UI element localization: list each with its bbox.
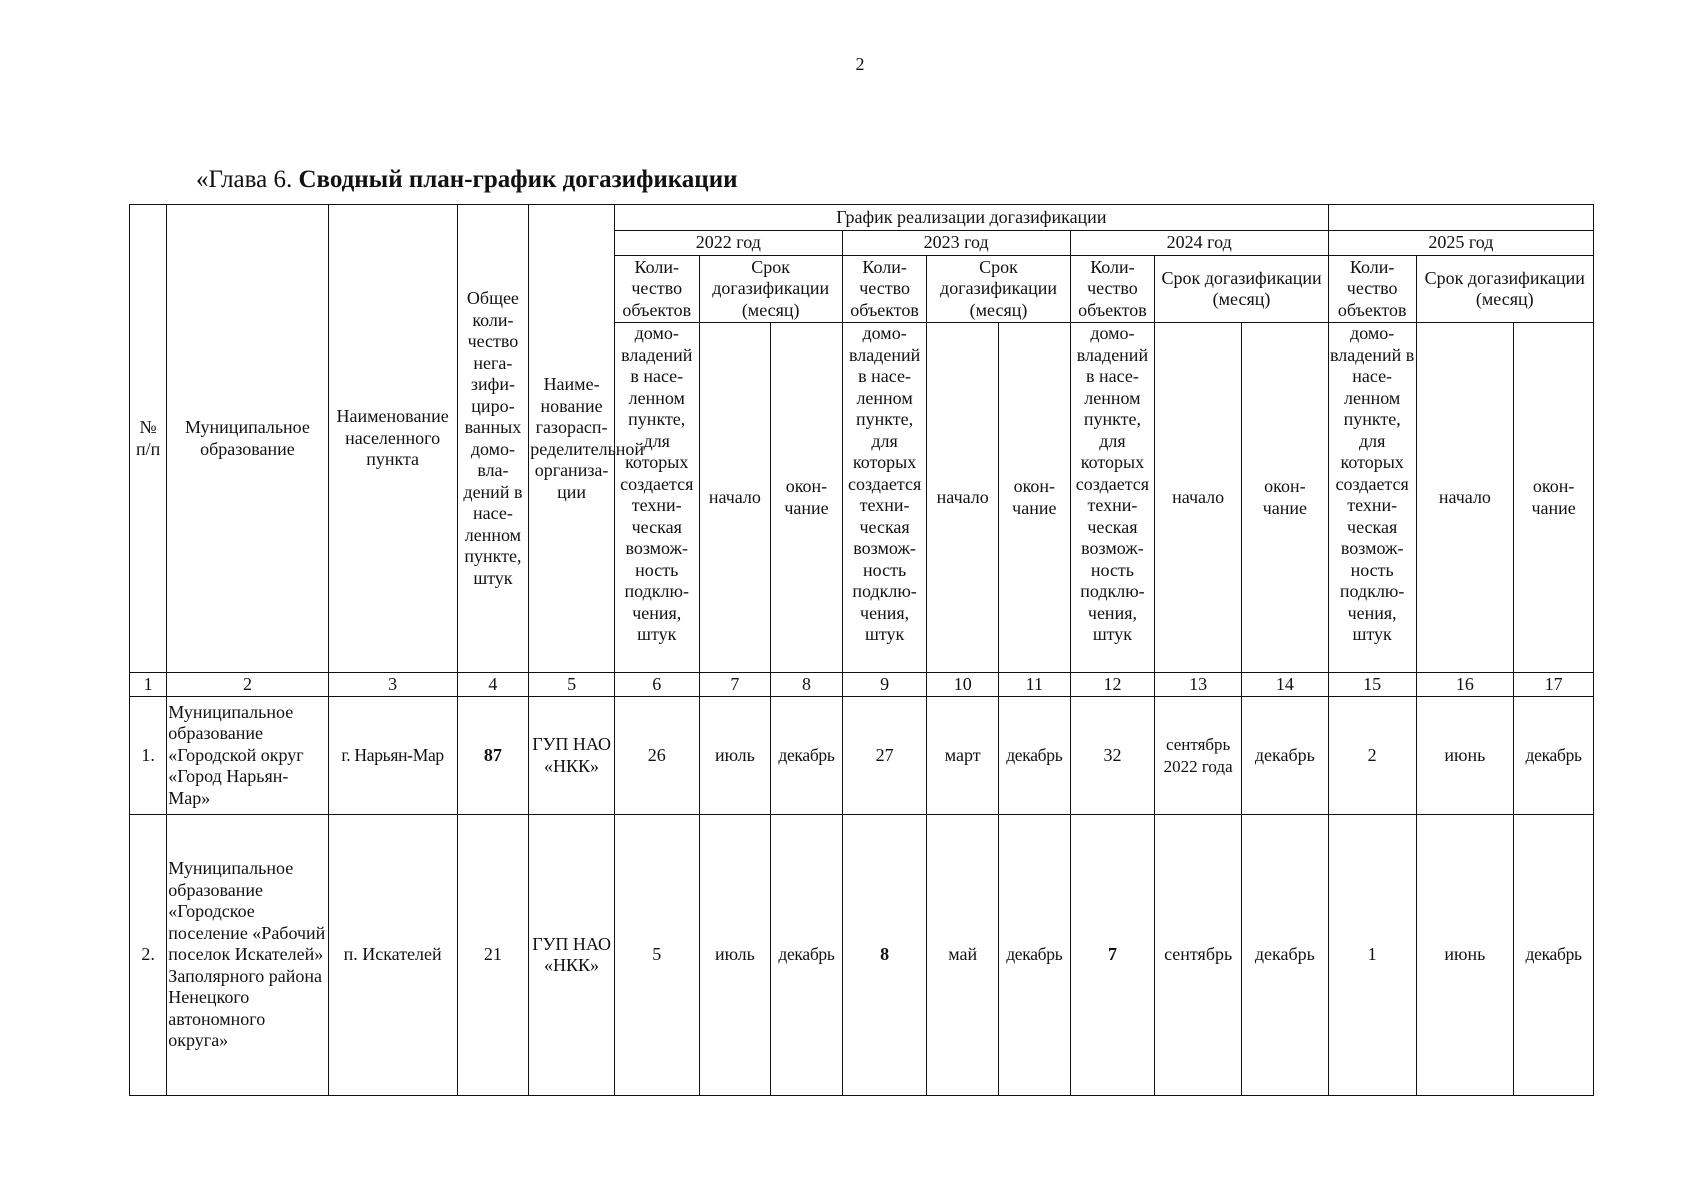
row-count-2024: 32	[1070, 697, 1155, 815]
column-number: 16	[1416, 673, 1514, 697]
header-count-bottom: домо-владений в насе-ленном пункте, для которых создается техни-ческая возмож-ность подклю-чения, штук	[1328, 323, 1416, 673]
header-count-top: Коли-чество объектов	[842, 256, 927, 323]
header-start: начало	[1416, 323, 1514, 673]
header-end: окон-чание	[771, 323, 843, 673]
header-count-bottom: домо-владений в насе-ленном пункте, для которых создается техни-ческая возмож-ность подклю-чения, штук	[1070, 323, 1155, 673]
header-municipality: Муниципальное образование	[167, 205, 328, 673]
header-count-bottom: домо-владений в насе-ленном пункте, для которых создается техни-ческая возмож-ность подклю-чения, штук	[614, 323, 699, 673]
row-municipality: Муниципальное образование «Городской округ «Город Нарьян-Мар»	[167, 697, 328, 815]
header-num: № п/п	[130, 205, 167, 673]
column-numbers-row	[130, 673, 1594, 697]
row-start-2025: июнь	[1416, 815, 1514, 1096]
header-start: начало	[1155, 323, 1242, 673]
row-count-2022: 26	[614, 697, 699, 815]
table-row	[130, 697, 1594, 815]
header-year-2022: 2022 год	[614, 231, 842, 256]
row-start-2024: сентябрь	[1155, 815, 1242, 1096]
header-end: окон-чание	[1241, 323, 1328, 673]
row-end-2024: декабрь	[1241, 815, 1328, 1096]
header-term: Срок догазификации (месяц)	[699, 256, 842, 323]
row-end-2022: декабрь	[771, 815, 843, 1096]
row-start-2023: март	[927, 697, 999, 815]
column-number: 10	[927, 673, 999, 697]
row-count-2024: 7	[1070, 815, 1155, 1096]
row-start-2023: май	[927, 815, 999, 1096]
row-num: 1.	[130, 697, 167, 815]
row-municipality: Муниципальное образование «Городское поселение «Рабочий поселок Искателей» Заполярного района Ненецкого автономного округа»	[167, 815, 328, 1096]
chapter-prefix: «Глава 6.	[196, 166, 293, 193]
chapter-title	[196, 166, 738, 194]
header-settlement: Наименование населенного пункта	[328, 205, 457, 673]
row-settlement: п. Искателей	[328, 815, 457, 1096]
row-num: 2.	[130, 815, 167, 1096]
header-count-top: Коли-чество объектов	[1070, 256, 1155, 323]
column-number: 6	[614, 673, 699, 697]
column-number: 17	[1514, 673, 1594, 697]
header-term: Срок догазификации (месяц)	[1416, 256, 1594, 323]
column-number: 14	[1241, 673, 1328, 697]
header-year-2025: 2025 год	[1328, 231, 1593, 256]
header-count-top: Коли-чество объектов	[614, 256, 699, 323]
column-number: 15	[1328, 673, 1416, 697]
row-end-2023: декабрь	[999, 697, 1071, 815]
column-number: 2	[167, 673, 328, 697]
column-number: 1	[130, 673, 167, 697]
row-count-2025: 2	[1328, 697, 1416, 815]
header-start: начало	[927, 323, 999, 673]
row-count-2025: 1	[1328, 815, 1416, 1096]
column-number: 12	[1070, 673, 1155, 697]
header-gas-organization: Наиме-нование газорасп-ределительной организа-ции	[529, 205, 615, 673]
row-end-2025: декабрь	[1514, 697, 1594, 815]
row-organization: ГУП НАО «НКК»	[529, 697, 615, 815]
page-number: 2	[855, 54, 865, 74]
row-start-2022: июль	[699, 697, 771, 815]
row-count-2022: 5	[614, 815, 699, 1096]
header-count-bottom: домо-владений в насе-ленном пункте, для которых создается техни-ческая возмож-ность подклю-чения, штук	[842, 323, 927, 673]
row-start-2024: сентябрь 2022 года	[1155, 697, 1242, 815]
header-end: окон-чание	[1514, 323, 1594, 673]
header-end: окон-чание	[999, 323, 1071, 673]
row-organization: ГУП НАО «НКК»	[529, 815, 615, 1096]
column-number: 8	[771, 673, 843, 697]
header-count-top: Коли-чество объектов	[1328, 256, 1416, 323]
chapter-name: Сводный план-график догазификации	[298, 166, 738, 193]
row-end-2023: декабрь	[999, 815, 1071, 1096]
table-row	[130, 815, 1594, 1096]
row-end-2025: декабрь	[1514, 815, 1594, 1096]
row-start-2022: июль	[699, 815, 771, 1096]
row-total: 87	[457, 697, 529, 815]
gasification-schedule-table	[129, 204, 1594, 1096]
header-term: Срок догазификации (месяц)	[1155, 256, 1329, 323]
header-term: Срок догазификации (месяц)	[927, 256, 1070, 323]
header-year-2023: 2023 год	[842, 231, 1070, 256]
column-number: 13	[1155, 673, 1242, 697]
header-schedule-title-continued	[1328, 205, 1593, 231]
header-start: начало	[699, 323, 771, 673]
column-number: 11	[999, 673, 1071, 697]
row-total: 21	[457, 815, 529, 1096]
header-year-2024: 2024 год	[1070, 231, 1328, 256]
header-total-households: Общее коли-чество нега-зифи-циро-ванных домо-вла-дений в насе-ленном пункте, штук	[457, 205, 529, 673]
row-settlement: г. Нарьян-Мар	[328, 697, 457, 815]
row-start-2025: июнь	[1416, 697, 1514, 815]
column-number: 5	[529, 673, 615, 697]
column-number: 3	[328, 673, 457, 697]
column-number: 9	[842, 673, 927, 697]
row-count-2023: 27	[842, 697, 927, 815]
row-end-2022: декабрь	[771, 697, 843, 815]
row-count-2023: 8	[842, 815, 927, 1096]
row-end-2024: декабрь	[1241, 697, 1328, 815]
column-number: 7	[699, 673, 771, 697]
column-number: 4	[457, 673, 529, 697]
header-schedule-title: График реализации догазификации	[614, 205, 1328, 231]
